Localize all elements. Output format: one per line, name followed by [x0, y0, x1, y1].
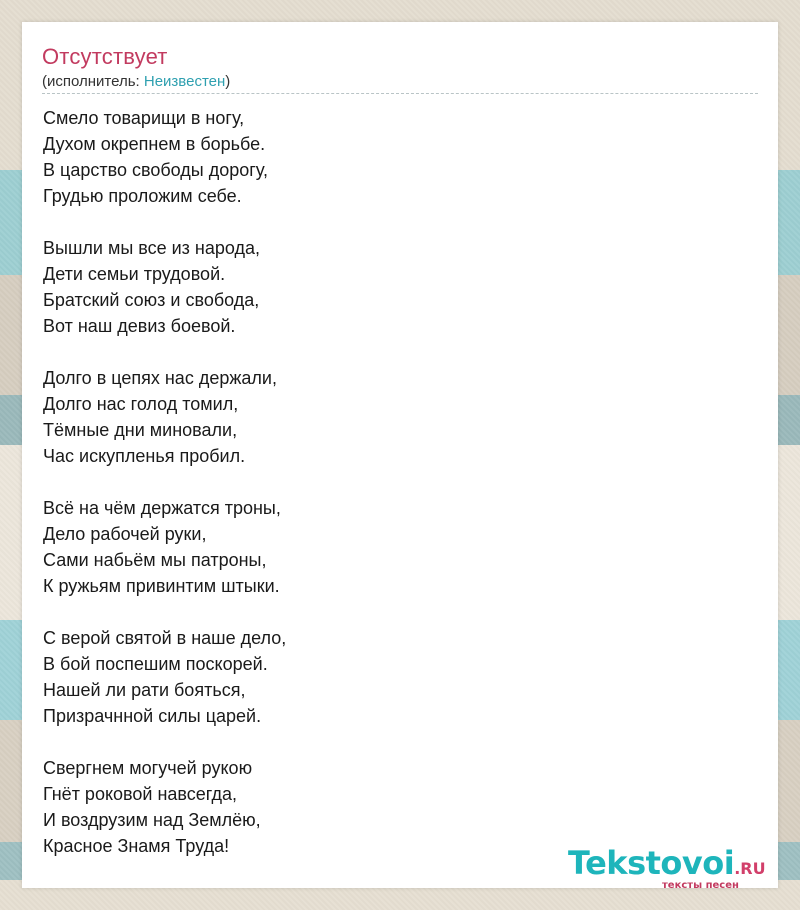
lyrics-stanza [43, 625, 286, 729]
title-divider [42, 93, 758, 94]
lyrics-line: И воздрузим над Землёю, [43, 810, 261, 830]
lyrics-line: Духом окрепнем в борьбе. [43, 134, 266, 154]
lyrics-stanza [43, 105, 286, 209]
lyrics-stanza [43, 365, 286, 469]
lyrics-line: Тёмные дни миновали, [43, 420, 238, 440]
artist-line [42, 73, 230, 90]
lyrics-stanza [43, 495, 286, 599]
artist-link[interactable]: Неизвестен [143, 73, 226, 90]
lyrics-line: Смело товарищи в ногу, [43, 108, 245, 128]
lyrics-line: Гнёт роковой навсегда, [43, 784, 238, 804]
lyrics-line: В бой поспешим поскорей. [43, 654, 268, 674]
artist-prefix: (исполнитель: [42, 73, 144, 90]
lyrics-line: С верой святой в наше дело, [43, 628, 287, 648]
lyrics-stanza [43, 235, 286, 339]
lyrics-line: Грудью проложим себе. [43, 186, 242, 206]
lyrics-line: Дети семьи трудовой. [43, 264, 226, 284]
lyrics-line: Долго в цепях нас держали, [43, 368, 277, 388]
artist-suffix: ) [225, 73, 231, 90]
site-logo[interactable] [568, 844, 766, 891]
lyrics-line: Всё на чём держатся троны, [43, 498, 281, 518]
lyrics-line: Красное Знамя Труда! [43, 836, 230, 856]
lyrics-line: К ружьям привинтим штыки. [43, 576, 280, 596]
lyrics-line: В царство свободы дорогу, [43, 160, 268, 180]
logo-tagline: тексты песен [662, 880, 739, 891]
song-title: Отсутствует [42, 44, 168, 69]
lyrics-line: Нашей ли рати бояться, [43, 680, 246, 700]
lyrics-line: Дело рабочей руки, [43, 524, 207, 544]
lyrics-line: Призрачнной силы царей. [43, 706, 262, 726]
lyrics-text [43, 105, 286, 885]
lyrics-line: Сами набьём мы патроны, [43, 550, 267, 570]
logo-tld: .RU [734, 859, 766, 878]
lyrics-line: Долго нас голод томил, [43, 394, 239, 414]
lyrics-line: Братский союз и свобода, [43, 290, 260, 310]
lyrics-line: Свергнем могучей рукою [43, 758, 253, 778]
lyrics-stanza [43, 755, 286, 859]
lyrics-line: Вот наш девиз боевой. [43, 316, 236, 336]
logo-name: Tekstovoi [568, 844, 735, 882]
lyrics-line: Час искупленья пробил. [43, 446, 246, 466]
lyrics-line: Вышли мы все из народа, [43, 238, 261, 258]
lyrics-card [22, 22, 778, 891]
